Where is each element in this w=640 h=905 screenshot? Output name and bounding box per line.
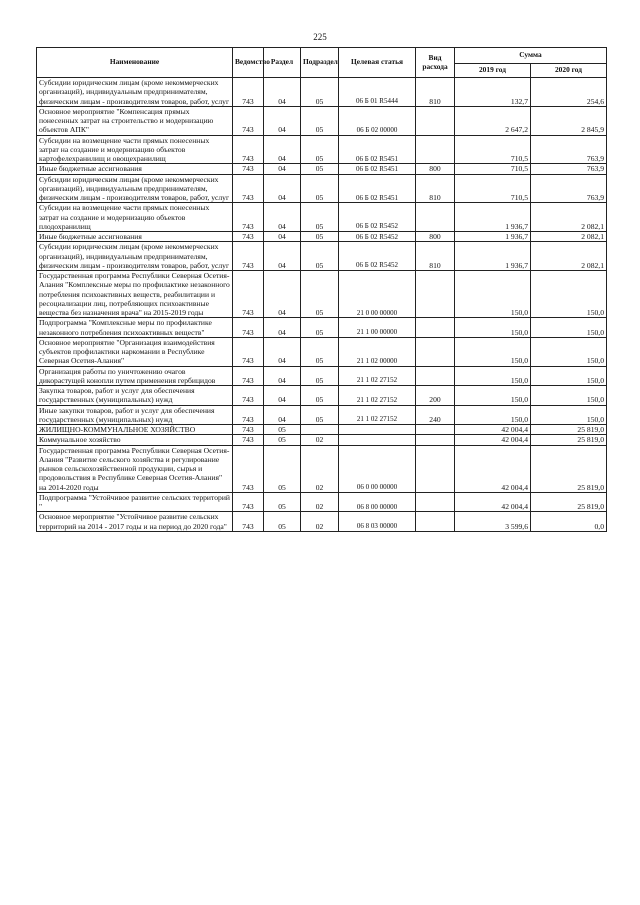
header-year-2019: 2019 год xyxy=(455,64,531,78)
row-sum-2020: 763,9 xyxy=(531,135,607,164)
row-ministry: 743 xyxy=(233,164,264,174)
header-section: Раздел xyxy=(264,48,301,78)
row-sum-2020: 2 082,1 xyxy=(531,242,607,271)
row-sum-2020: 150,0 xyxy=(531,405,607,425)
row-sum-2020: 2 845,9 xyxy=(531,106,607,135)
row-section: 05 xyxy=(264,492,301,512)
row-ministry: 743 xyxy=(233,242,264,271)
row-expense-type xyxy=(416,271,455,318)
row-ministry: 743 xyxy=(233,386,264,406)
row-subsection: 02 xyxy=(301,492,339,512)
row-sum-2019: 710,5 xyxy=(455,135,531,164)
header-subsection: Подраздел xyxy=(301,48,339,78)
page-number: 225 xyxy=(313,32,327,42)
row-section: 05 xyxy=(264,445,301,492)
row-subsection: 05 xyxy=(301,232,339,242)
row-expense-type: 200 xyxy=(416,386,455,406)
row-section: 04 xyxy=(264,337,301,366)
table-row xyxy=(37,271,607,318)
row-sum-2019: 1 936,7 xyxy=(455,232,531,242)
row-name: Организация работы по уничтожению очагов дикорастущей конопли путем применения гербицидов xyxy=(37,366,233,386)
row-subsection xyxy=(301,425,339,435)
header-name: Наименование xyxy=(37,48,233,78)
row-subsection: 05 xyxy=(301,386,339,406)
row-subsection: 05 xyxy=(301,203,339,232)
row-sum-2020: 25 819,0 xyxy=(531,435,607,445)
row-section: 04 xyxy=(264,405,301,425)
row-section: 04 xyxy=(264,242,301,271)
row-target: 06 Б 02 R5451 xyxy=(339,135,416,164)
table-row xyxy=(37,386,607,406)
row-sum-2019: 150,0 xyxy=(455,386,531,406)
row-name: Подпрограмма "Комплексные меры по профилактике незаконного потребления психоактивных веществ" xyxy=(37,318,233,338)
row-ministry: 743 xyxy=(233,203,264,232)
row-section: 04 xyxy=(264,271,301,318)
row-expense-type xyxy=(416,445,455,492)
row-name: ЖИЛИЩНО-КОММУНАЛЬНОЕ ХОЗЯЙСТВО xyxy=(37,425,233,435)
header-year-2020: 2020 год xyxy=(531,64,607,78)
row-expense-type xyxy=(416,106,455,135)
row-section: 04 xyxy=(264,366,301,386)
row-section: 04 xyxy=(264,135,301,164)
row-ministry: 743 xyxy=(233,492,264,512)
row-sum-2020: 254,6 xyxy=(531,78,607,107)
row-sum-2019: 3 599,6 xyxy=(455,512,531,532)
row-ministry: 743 xyxy=(233,174,264,203)
row-subsection: 05 xyxy=(301,366,339,386)
header-target: Целевая статья xyxy=(339,48,416,78)
row-section: 05 xyxy=(264,435,301,445)
row-expense-type: 810 xyxy=(416,174,455,203)
row-subsection: 05 xyxy=(301,164,339,174)
row-target: 06 8 00 00000 xyxy=(339,492,416,512)
table-row xyxy=(37,366,607,386)
row-name: Закупка товаров, работ и услуг для обеспечения государственных (муниципальных) нужд xyxy=(37,386,233,406)
table-row xyxy=(37,425,607,435)
row-expense-type: 810 xyxy=(416,242,455,271)
row-target: 06 Б 02 R5452 xyxy=(339,232,416,242)
row-expense-type xyxy=(416,435,455,445)
header-expense-type: Вид расхода xyxy=(416,48,455,78)
row-name: Государственная программа Республики Северная Осетия-Алания "Развитие сельского хозяйства и регулирование рынков сельскохозяйственной продукции, сырья и продовольствия в Республике Северная Осетия-Алания" на 2014-2020 годы xyxy=(37,445,233,492)
row-subsection: 02 xyxy=(301,512,339,532)
row-ministry: 743 xyxy=(233,318,264,338)
row-target: 06 Б 02 R5452 xyxy=(339,242,416,271)
row-ministry: 743 xyxy=(233,135,264,164)
row-subsection: 02 xyxy=(301,435,339,445)
row-ministry: 743 xyxy=(233,106,264,135)
table-row xyxy=(37,135,607,164)
row-sum-2020: 763,9 xyxy=(531,174,607,203)
row-target xyxy=(339,435,416,445)
table-row xyxy=(37,405,607,425)
table-row xyxy=(37,318,607,338)
row-target: 21 1 02 27152 xyxy=(339,386,416,406)
row-sum-2019: 1 936,7 xyxy=(455,242,531,271)
row-expense-type xyxy=(416,366,455,386)
header-ministry: Ведомство xyxy=(233,48,264,78)
row-target: 06 Б 02 R5451 xyxy=(339,164,416,174)
table-row xyxy=(37,164,607,174)
row-section: 04 xyxy=(264,164,301,174)
row-sum-2019: 150,0 xyxy=(455,366,531,386)
row-section: 04 xyxy=(264,106,301,135)
row-target: 06 Б 02 00000 xyxy=(339,106,416,135)
row-name: Основное мероприятие "Организация взаимодействия субъектов профилактики наркомании в Республике Северная Осетия-Алания" xyxy=(37,337,233,366)
row-section: 05 xyxy=(264,425,301,435)
row-section: 05 xyxy=(264,512,301,532)
row-ministry: 743 xyxy=(233,271,264,318)
header-sum: Сумма xyxy=(455,48,607,64)
row-sum-2019: 42 004,4 xyxy=(455,492,531,512)
row-target: 06 Б 01 R5444 xyxy=(339,78,416,107)
row-sum-2019: 150,0 xyxy=(455,318,531,338)
row-name: Субсидии на возмещение части прямых понесенных затрат на создание и модернизацию объектов картофелехранилищ и овощехранилищ xyxy=(37,135,233,164)
row-target: 06 0 00 00000 xyxy=(339,445,416,492)
table-row xyxy=(37,242,607,271)
row-sum-2019: 710,5 xyxy=(455,174,531,203)
row-expense-type xyxy=(416,203,455,232)
row-sum-2019: 132,7 xyxy=(455,78,531,107)
row-section: 04 xyxy=(264,232,301,242)
row-expense-type xyxy=(416,318,455,338)
row-sum-2020: 150,0 xyxy=(531,386,607,406)
row-expense-type: 240 xyxy=(416,405,455,425)
row-sum-2019: 150,0 xyxy=(455,271,531,318)
row-target: 21 1 02 00000 xyxy=(339,337,416,366)
table-row xyxy=(37,78,607,107)
row-expense-type: 810 xyxy=(416,78,455,107)
row-subsection: 05 xyxy=(301,78,339,107)
row-expense-type xyxy=(416,512,455,532)
row-section: 04 xyxy=(264,203,301,232)
row-sum-2020: 150,0 xyxy=(531,337,607,366)
row-target: 21 1 00 00000 xyxy=(339,318,416,338)
row-expense-type: 800 xyxy=(416,232,455,242)
row-ministry: 743 xyxy=(233,366,264,386)
table-row xyxy=(37,492,607,512)
row-section: 04 xyxy=(264,78,301,107)
row-sum-2020: 150,0 xyxy=(531,318,607,338)
row-subsection: 05 xyxy=(301,106,339,135)
row-section: 04 xyxy=(264,386,301,406)
row-name: Основное мероприятие "Компенсация прямых понесенных затрат на строительство и модернизацию объектов АПК" xyxy=(37,106,233,135)
row-expense-type xyxy=(416,337,455,366)
row-name: Основное мероприятие "Устойчивое развитие сельских территорий на 2014 - 2017 годы и на период до 2020 года" xyxy=(37,512,233,532)
row-subsection: 02 xyxy=(301,445,339,492)
row-target: 21 1 02 27152 xyxy=(339,366,416,386)
table-row xyxy=(37,106,607,135)
row-subsection: 05 xyxy=(301,405,339,425)
row-subsection: 05 xyxy=(301,174,339,203)
row-name: Государственная программа Республики Северная Осетия-Алания "Комплексные меры по профилактике незаконного потребления психоактивных веществ, реабилитации и ресоциализации лиц, потребляющих психоактивные вещества без назначения врача" на 2015-2019 годы xyxy=(37,271,233,318)
row-ministry: 743 xyxy=(233,512,264,532)
table-row xyxy=(37,445,607,492)
row-name: Субсидии юридическим лицам (кроме некоммерческих организаций), индивидуальным предпринимателям, физическим лицам - производителям товаров, работ, услуг xyxy=(37,78,233,107)
row-target: 06 Б 02 R5451 xyxy=(339,174,416,203)
table-body xyxy=(37,78,607,532)
row-sum-2019: 710,5 xyxy=(455,164,531,174)
table-row xyxy=(37,435,607,445)
row-target: 21 0 00 00000 xyxy=(339,271,416,318)
row-target: 06 Б 02 R5452 xyxy=(339,203,416,232)
row-ministry: 743 xyxy=(233,405,264,425)
row-sum-2020: 25 819,0 xyxy=(531,492,607,512)
row-name: Коммунальное хозяйство xyxy=(37,435,233,445)
table-row xyxy=(37,174,607,203)
table-row xyxy=(37,203,607,232)
row-sum-2020: 763,9 xyxy=(531,164,607,174)
row-sum-2019: 42 004,4 xyxy=(455,425,531,435)
row-subsection: 05 xyxy=(301,318,339,338)
row-target xyxy=(339,425,416,435)
row-ministry: 743 xyxy=(233,435,264,445)
budget-table xyxy=(36,47,607,532)
row-sum-2019: 1 936,7 xyxy=(455,203,531,232)
row-name: Подпрограмма "Устойчивое развитие сельских территорий " xyxy=(37,492,233,512)
row-ministry: 743 xyxy=(233,78,264,107)
row-name: Иные закупки товаров, работ и услуг для обеспечения государственных (муниципальных) нужд xyxy=(37,405,233,425)
row-sum-2020: 25 819,0 xyxy=(531,445,607,492)
row-name: Субсидии на возмещение части прямых понесенных затрат на создание и модернизацию объектов плодохранилищ xyxy=(37,203,233,232)
row-section: 04 xyxy=(264,174,301,203)
row-subsection: 05 xyxy=(301,135,339,164)
row-expense-type xyxy=(416,135,455,164)
row-ministry: 743 xyxy=(233,337,264,366)
row-name: Субсидии юридическим лицам (кроме некоммерческих организаций), индивидуальным предпринимателям, физическим лицам - производителям товаров, работ, услуг xyxy=(37,174,233,203)
table-row xyxy=(37,512,607,532)
row-subsection: 05 xyxy=(301,337,339,366)
row-sum-2020: 150,0 xyxy=(531,366,607,386)
row-name: Иные бюджетные ассигнования xyxy=(37,232,233,242)
row-sum-2020: 2 082,1 xyxy=(531,203,607,232)
row-sum-2020: 25 819,0 xyxy=(531,425,607,435)
row-expense-type xyxy=(416,425,455,435)
row-sum-2019: 150,0 xyxy=(455,405,531,425)
row-subsection: 05 xyxy=(301,242,339,271)
row-sum-2019: 42 004,4 xyxy=(455,435,531,445)
row-sum-2019: 42 004,4 xyxy=(455,445,531,492)
table-row xyxy=(37,232,607,242)
row-expense-type xyxy=(416,492,455,512)
row-sum-2020: 2 082,1 xyxy=(531,232,607,242)
row-sum-2019: 2 647,2 xyxy=(455,106,531,135)
row-subsection: 05 xyxy=(301,271,339,318)
row-ministry: 743 xyxy=(233,425,264,435)
row-name: Субсидии юридическим лицам (кроме некоммерческих организаций), индивидуальным предпринимателям, физическим лицам - производителям товаров, работ, услуг xyxy=(37,242,233,271)
row-section: 04 xyxy=(264,318,301,338)
table-row xyxy=(37,337,607,366)
row-sum-2020: 0,0 xyxy=(531,512,607,532)
row-name: Иные бюджетные ассигнования xyxy=(37,164,233,174)
row-ministry: 743 xyxy=(233,232,264,242)
row-sum-2019: 150,0 xyxy=(455,337,531,366)
row-target: 06 8 03 00000 xyxy=(339,512,416,532)
row-target: 21 1 02 27152 xyxy=(339,405,416,425)
row-ministry: 743 xyxy=(233,445,264,492)
row-expense-type: 800 xyxy=(416,164,455,174)
row-sum-2020: 150,0 xyxy=(531,271,607,318)
